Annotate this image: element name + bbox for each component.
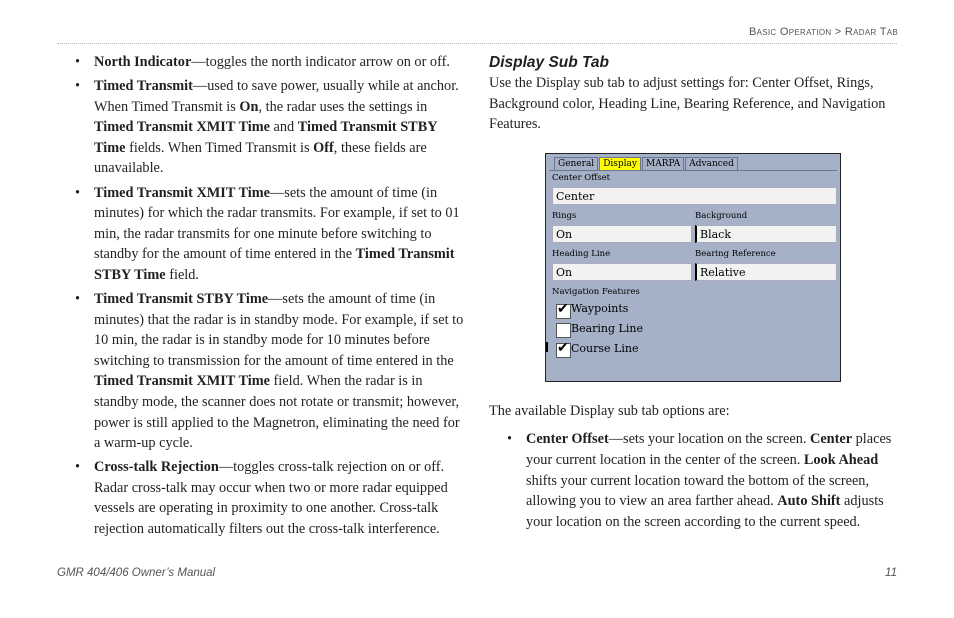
bullet-item	[75, 76, 467, 179]
header-rule	[57, 43, 897, 44]
bullet-description: —sets your location on the screen. Center places your current location in the center of the screen. Look Ahead shifts your current location toward the bottom of the screen, allowing you to view an area farther ahead. Auto Shift adjusts your location on the screen according to the current speed.	[526, 431, 892, 530]
rings-field[interactable]: On	[552, 225, 692, 243]
bearing-reference-field[interactable]: Relative	[695, 263, 837, 281]
bullet-description: —toggles cross-talk rejection on or off. Radar cross-talk may occur when two or more radar equipped vessels are operating in proximity to one another. Cross-talk rejection automatically filters out the cross-talk interference.	[94, 459, 448, 538]
course-line-checkbox[interactable]	[556, 343, 571, 358]
bullet-description: —used to save power, usually while at anchor. When Timed Transmit is On, the radar uses the settings in Timed Transmit XMIT Time and Timed Transmit STBY Time fields. When Timed Transmit is Off, these fields are unavailable.	[94, 78, 459, 177]
left-bullet-list	[75, 52, 467, 540]
bullet-term: Cross-talk Rejection	[94, 459, 219, 476]
heading-line-field[interactable]: On	[552, 263, 692, 281]
page-number: 11	[885, 567, 897, 579]
tab-display[interactable]: Display	[599, 157, 641, 171]
background-field[interactable]: Black	[695, 225, 837, 243]
center-offset-label: Center Offset	[552, 173, 611, 183]
header-separator: >	[834, 26, 842, 38]
tab-marpa[interactable]: MARPA	[642, 157, 684, 171]
bearing-reference-label: Bearing Reference	[695, 249, 776, 259]
header-tab: Radar Tab	[844, 26, 898, 38]
section-heading: Display Sub Tab	[489, 54, 610, 71]
running-header	[749, 26, 898, 38]
bullet-description: —sets the amount of time (in minutes) for which the radar transmits. For example, if set to 01 min, the radar transmits for one minute before switching to standby for the amount of time entered in the Timed Transmit STBY Time field.	[94, 184, 460, 283]
rings-label: Rings	[552, 211, 577, 221]
bullet-term: Timed Transmit	[94, 78, 193, 95]
bullet-description: —sets the amount of time (in minutes) that the radar is in standby mode. For example, if set to 10 min, the radar is in standby mode for 10 minutes before switching to transmission for the amount of time entered in the Timed Transmit XMIT Time field. When the radar is in standby mode, the scanner does not rotate or transmit; however, power is still applied to the Magnetron, eliminating the need for a warm-up cycle.	[94, 291, 464, 452]
bullet-term: Timed Transmit STBY Time	[94, 291, 269, 308]
bullet-item	[75, 52, 467, 73]
tab-advanced[interactable]: Advanced	[685, 157, 738, 171]
tab-general[interactable]: General	[554, 157, 598, 171]
bullet-term: Timed Transmit XMIT Time	[94, 184, 270, 201]
bullet-item	[75, 457, 467, 539]
right-bullet-list	[489, 429, 899, 532]
intro-paragraph: Use the Display sub tab to adjust settings for: Center Offset, Rings, Background color, Heading Line, Bearing Reference, and Navigation Features.	[489, 75, 886, 133]
bearing-line-checkbox[interactable]	[556, 323, 571, 338]
left-column	[75, 52, 467, 543]
header-section: Basic Operation	[749, 26, 832, 38]
bullet-term: Center Offset	[526, 431, 609, 448]
course-line-label: Course Line	[571, 342, 639, 355]
available-options-text: The available Display sub tab options are:	[489, 402, 730, 419]
bullet-item	[489, 429, 899, 532]
bullet-item	[75, 183, 467, 286]
waypoints-label: Waypoints	[571, 302, 629, 315]
center-offset-field[interactable]: Center	[552, 187, 837, 205]
tab-divider	[549, 170, 837, 171]
display-subtab-screenshot	[545, 153, 841, 382]
footer-manual-title: GMR 404/406 Owner’s Manual	[57, 567, 216, 579]
background-label: Background	[695, 211, 748, 221]
focus-marker	[546, 342, 548, 352]
waypoints-checkbox[interactable]	[556, 304, 571, 319]
heading-line-label: Heading Line	[552, 249, 611, 259]
bullet-term: North Indicator	[94, 54, 192, 70]
bullet-description: —toggles the north indicator arrow on or off.	[191, 54, 450, 70]
bearing-line-label: Bearing Line	[571, 322, 643, 335]
bullet-item	[75, 289, 467, 454]
navigation-features-label: Navigation Features	[552, 287, 640, 297]
tab-bar	[554, 157, 739, 171]
